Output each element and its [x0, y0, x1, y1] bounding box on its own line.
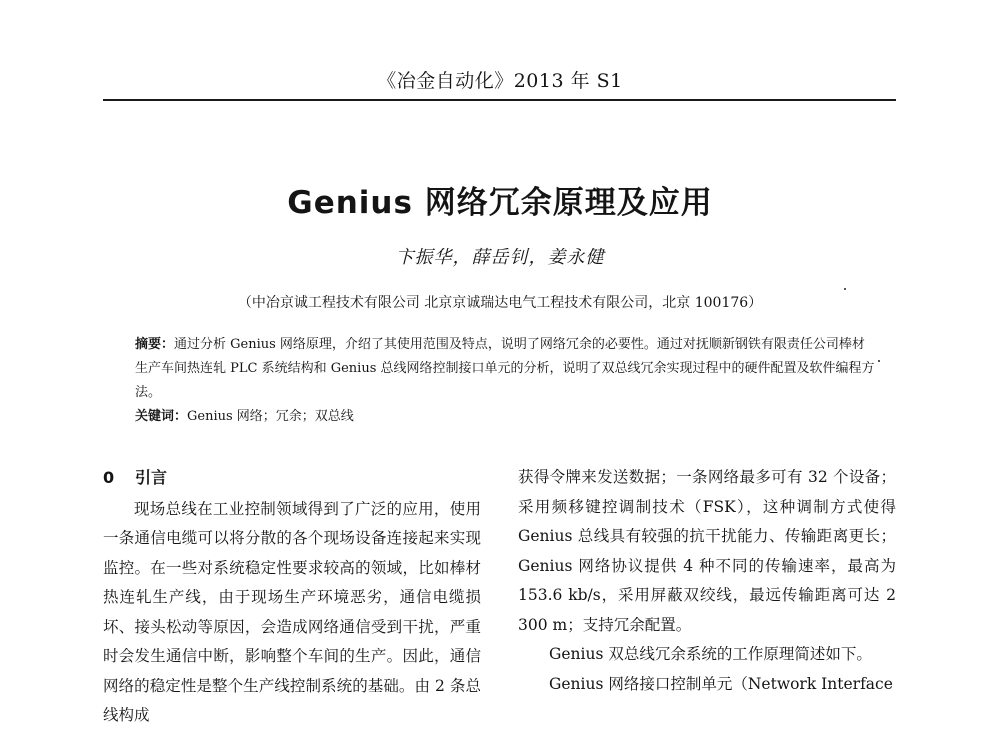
abstract: [135, 333, 875, 405]
keywords-label: 关键词：: [135, 409, 188, 424]
scan-speck: [844, 288, 846, 290]
section-title: 引言: [135, 468, 168, 487]
paragraph-3: Genius 网络接口控制单元（Network Interface: [549, 674, 893, 693]
authors: 卞振华，薛岳钊，姜永健: [395, 247, 605, 268]
intro-paragraph: 现场总线在工业控制领域得到了广泛的应用，使用一条通信电缆可以将分散的各个现场设备连接起来实现监控。在一些对系统稳定性要求较高的领域，比如棒材热连轧生产线，由于现场生产环境恶劣，通信电缆损坏、接头松动等原因，会造成网络通信受到干扰，严重时会发生通信中断，影响整个车间的生产。因此，通信网络的稳定性是整个生产线控制系统的基础。由 2 条总线构成: [103, 499, 481, 724]
keywords-text: Genius 网络；冗余；双总线: [187, 409, 354, 424]
journal-header: 《冶金自动化》2013 年 S1: [377, 70, 623, 92]
scan-speck: [878, 360, 880, 362]
right-column: [518, 463, 896, 699]
header-rule: [103, 99, 896, 101]
affiliation: （中冶京诚工程技术有限公司 北京京诚瑞达电气工程技术有限公司，北京 100176）: [237, 295, 763, 311]
abstract-label: 摘要：: [135, 337, 175, 352]
paper-title: Genius 网络冗余原理及应用: [287, 185, 713, 221]
continued-paragraph: 获得令牌来发送数据；一条网络最多可有 32 个设备；采用频移键控调制技术（FSK），这种调制方式使得 Genius 总线具有较强的抗干扰能力、传输距离更长；Genius 网络协议提供 4 种不同的传输速率，最高为 153.6 kb/s，采用屏蔽双绞线，最远传输距离可达 2 300 m；支持冗余配置。: [518, 468, 896, 634]
abstract-text: 通过分析 Genius 网络原理，介绍了其使用范围及特点，说明了网络冗余的必要性。通过对抚顺新钢铁有限责任公司棒材生产车间热连轧 PLC 系统结构和 Genius 总线网络控制接口单元的分析，说明了双总线冗余实现过程中的硬件配置及软件编程方法。: [135, 337, 875, 400]
paragraph-2: Genius 双总线冗余系统的工作原理简述如下。: [549, 645, 872, 663]
section-number: 0: [103, 468, 115, 487]
section-heading: [103, 463, 481, 493]
left-column: [103, 463, 481, 731]
keywords: [135, 405, 875, 429]
